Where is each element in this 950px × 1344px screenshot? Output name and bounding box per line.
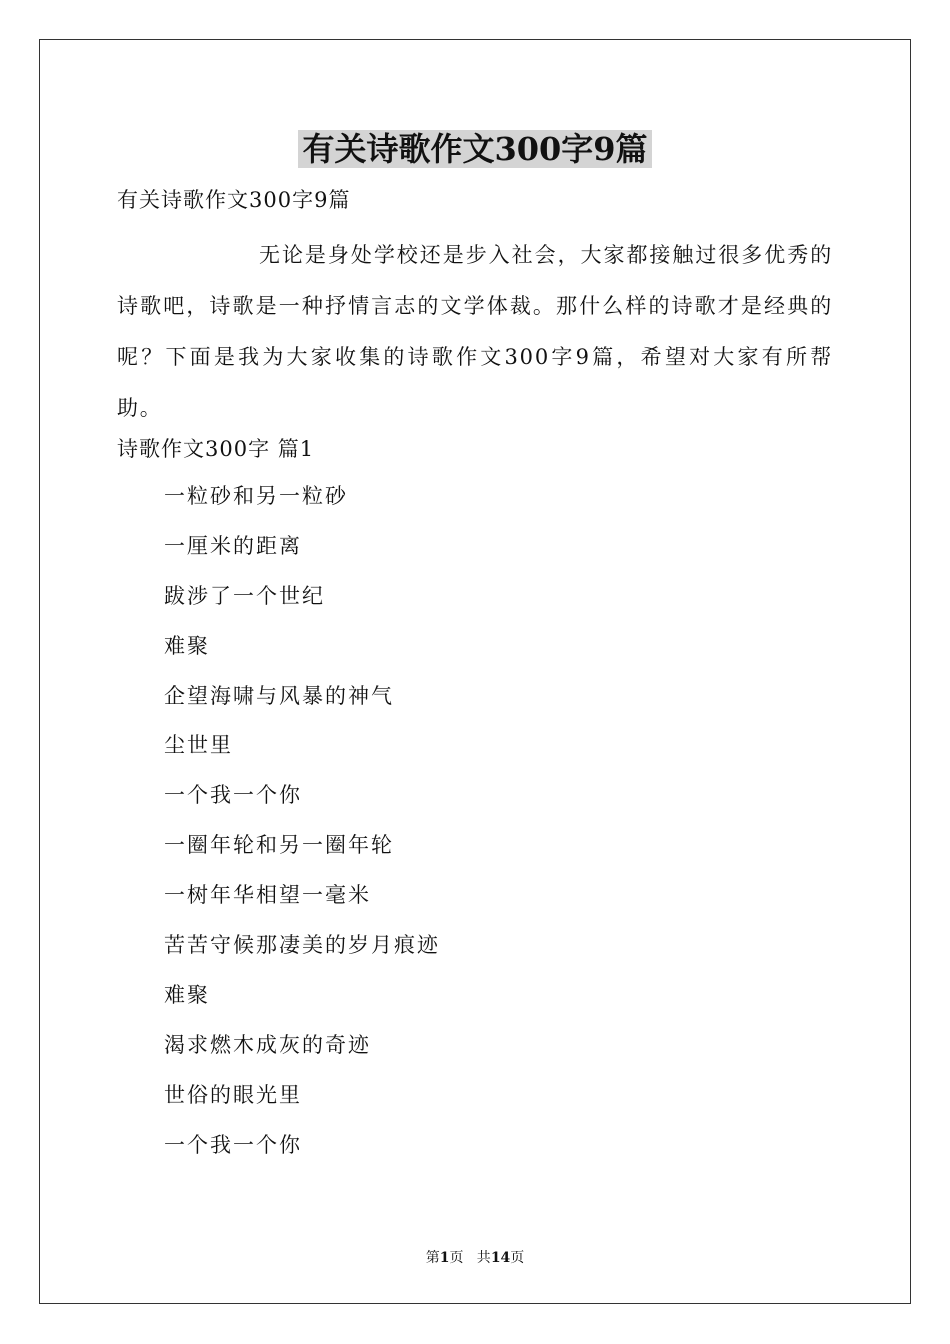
poem-line: 一个我一个你 (164, 783, 302, 808)
footer-page-mid: 页 共 (449, 1250, 491, 1266)
document-title (0, 127, 950, 171)
poem-line: 尘世里 (164, 733, 233, 758)
footer-page-total: 14 (490, 1250, 511, 1266)
poem-line: 一个我一个你 (164, 1132, 302, 1157)
poem-line: 苦苦守候那凄美的岁月痕迹 (164, 933, 440, 958)
intro-paragraph: 无论是身处学校还是步入社会，大家都接触过很多优秀的诗歌吧，诗歌是一种抒情言志的文学体裁。那什么样的诗歌才是经典的呢？下面是我为大家收集的诗歌作文300字9篇，希望对大家有所帮助。 (117, 243, 833, 420)
poem-line: 企望海啸与风暴的神气 (164, 683, 394, 708)
poem-line: 跋涉了一个世纪 (164, 583, 325, 608)
poem-line: 一树年华相望一毫米 (164, 883, 371, 908)
footer-page-suffix: 页 (510, 1250, 525, 1266)
footer-page-prefix: 第 (425, 1250, 440, 1266)
poem-line: 一圈年轮和另一圈年轮 (164, 833, 394, 858)
footer-page-current: 1 (439, 1250, 450, 1266)
poem-lines (164, 481, 440, 1179)
document-title-text: 有关诗歌作文300字9篇 (298, 130, 651, 168)
poem-line: 世俗的眼光里 (164, 1082, 302, 1107)
poem-line: 一厘米的距离 (164, 533, 302, 558)
section-heading: 诗歌作文300字 篇1 (117, 437, 315, 461)
document-subtitle: 有关诗歌作文300字9篇 (117, 188, 351, 212)
poem-line: 难聚 (164, 633, 210, 658)
poem-line: 难聚 (164, 982, 210, 1007)
poem-line: 渴求燃木成灰的奇迹 (164, 1032, 371, 1057)
poem-line: 一粒砂和另一粒砂 (164, 484, 348, 508)
page-footer (0, 1248, 950, 1268)
